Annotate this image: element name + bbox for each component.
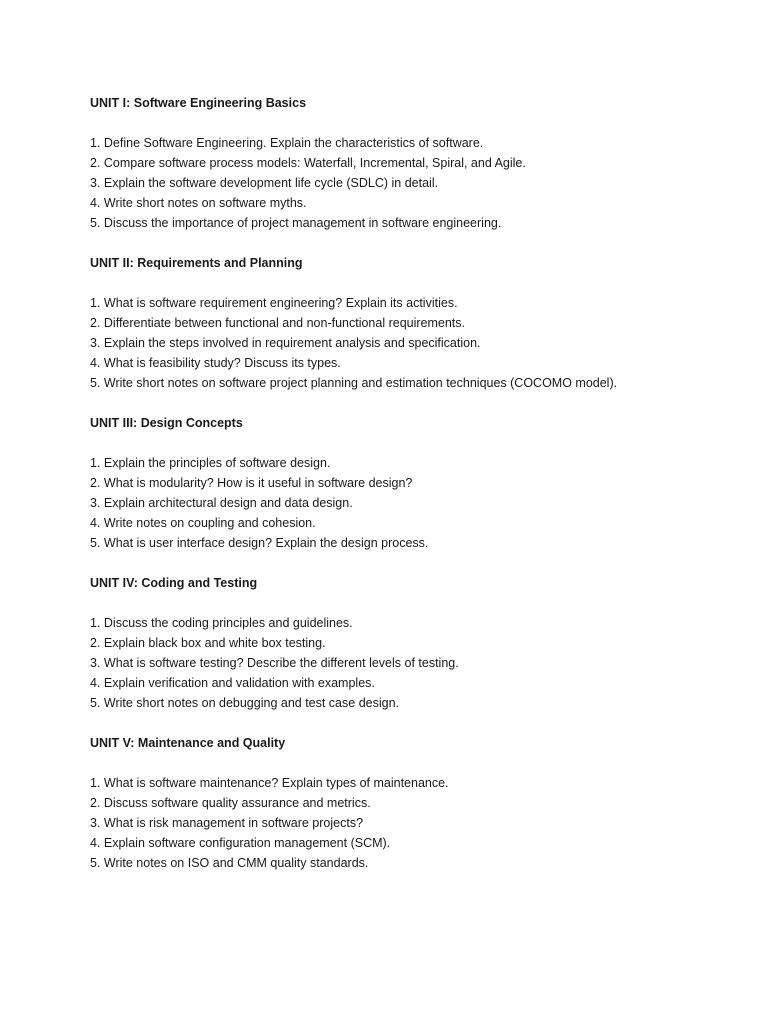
unit-5-section	[90, 733, 710, 873]
document-page	[90, 93, 710, 893]
question-list	[90, 293, 710, 393]
question-item: 2. Differentiate between functional and non-functional requirements.	[90, 316, 466, 330]
unit-1-section	[90, 93, 710, 233]
question-item: 3. Explain the steps involved in requirement analysis and specification.	[90, 336, 481, 350]
question-item: 4. Write notes on coupling and cohesion.	[90, 516, 316, 530]
question-item: 4. Explain software configuration management (SCM).	[90, 836, 391, 850]
question-item: 5. Write notes on ISO and CMM quality standards.	[90, 856, 369, 870]
question-item: 2. Compare software process models: Waterfall, Incremental, Spiral, and Agile.	[90, 156, 526, 170]
question-item: 2. Discuss software quality assurance and metrics.	[90, 796, 371, 810]
question-item: 5. Write short notes on software project planning and estimation techniques (COCOMO model).	[90, 376, 618, 390]
unit-2-section	[90, 253, 710, 393]
unit-title: UNIT V: Maintenance and Quality	[90, 736, 286, 750]
question-item: 1. What is software maintenance? Explain types of maintenance.	[90, 776, 449, 790]
unit-title: UNIT II: Requirements and Planning	[90, 256, 303, 270]
question-item: 4. What is feasibility study? Discuss its types.	[90, 356, 341, 370]
question-item: 3. What is risk management in software projects?	[90, 816, 364, 830]
question-list	[90, 453, 710, 553]
question-item: 5. What is user interface design? Explain the design process.	[90, 536, 429, 550]
unit-4-section	[90, 573, 710, 713]
unit-3-section	[90, 413, 710, 553]
question-item: 2. Explain black box and white box testing.	[90, 636, 326, 650]
question-item: 5. Write short notes on debugging and test case design.	[90, 696, 399, 710]
question-item: 1. Define Software Engineering. Explain the characteristics of software.	[90, 136, 484, 150]
question-list	[90, 133, 710, 233]
question-item: 1. What is software requirement engineering? Explain its activities.	[90, 296, 458, 310]
unit-title: UNIT I: Software Engineering Basics	[90, 96, 307, 110]
question-item: 3. What is software testing? Describe the different levels of testing.	[90, 656, 459, 670]
question-item: 1. Discuss the coding principles and guidelines.	[90, 616, 353, 630]
question-item: 3. Explain architectural design and data design.	[90, 496, 353, 510]
question-item: 1. Explain the principles of software design.	[90, 456, 331, 470]
unit-title: UNIT IV: Coding and Testing	[90, 576, 258, 590]
question-item: 2. What is modularity? How is it useful in software design?	[90, 476, 413, 490]
question-item: 5. Discuss the importance of project management in software engineering.	[90, 216, 502, 230]
question-list	[90, 613, 710, 713]
question-list	[90, 773, 710, 873]
unit-title: UNIT III: Design Concepts	[90, 416, 243, 430]
question-item: 4. Write short notes on software myths.	[90, 196, 307, 210]
question-item: 3. Explain the software development life cycle (SDLC) in detail.	[90, 176, 439, 190]
question-item: 4. Explain verification and validation with examples.	[90, 676, 375, 690]
